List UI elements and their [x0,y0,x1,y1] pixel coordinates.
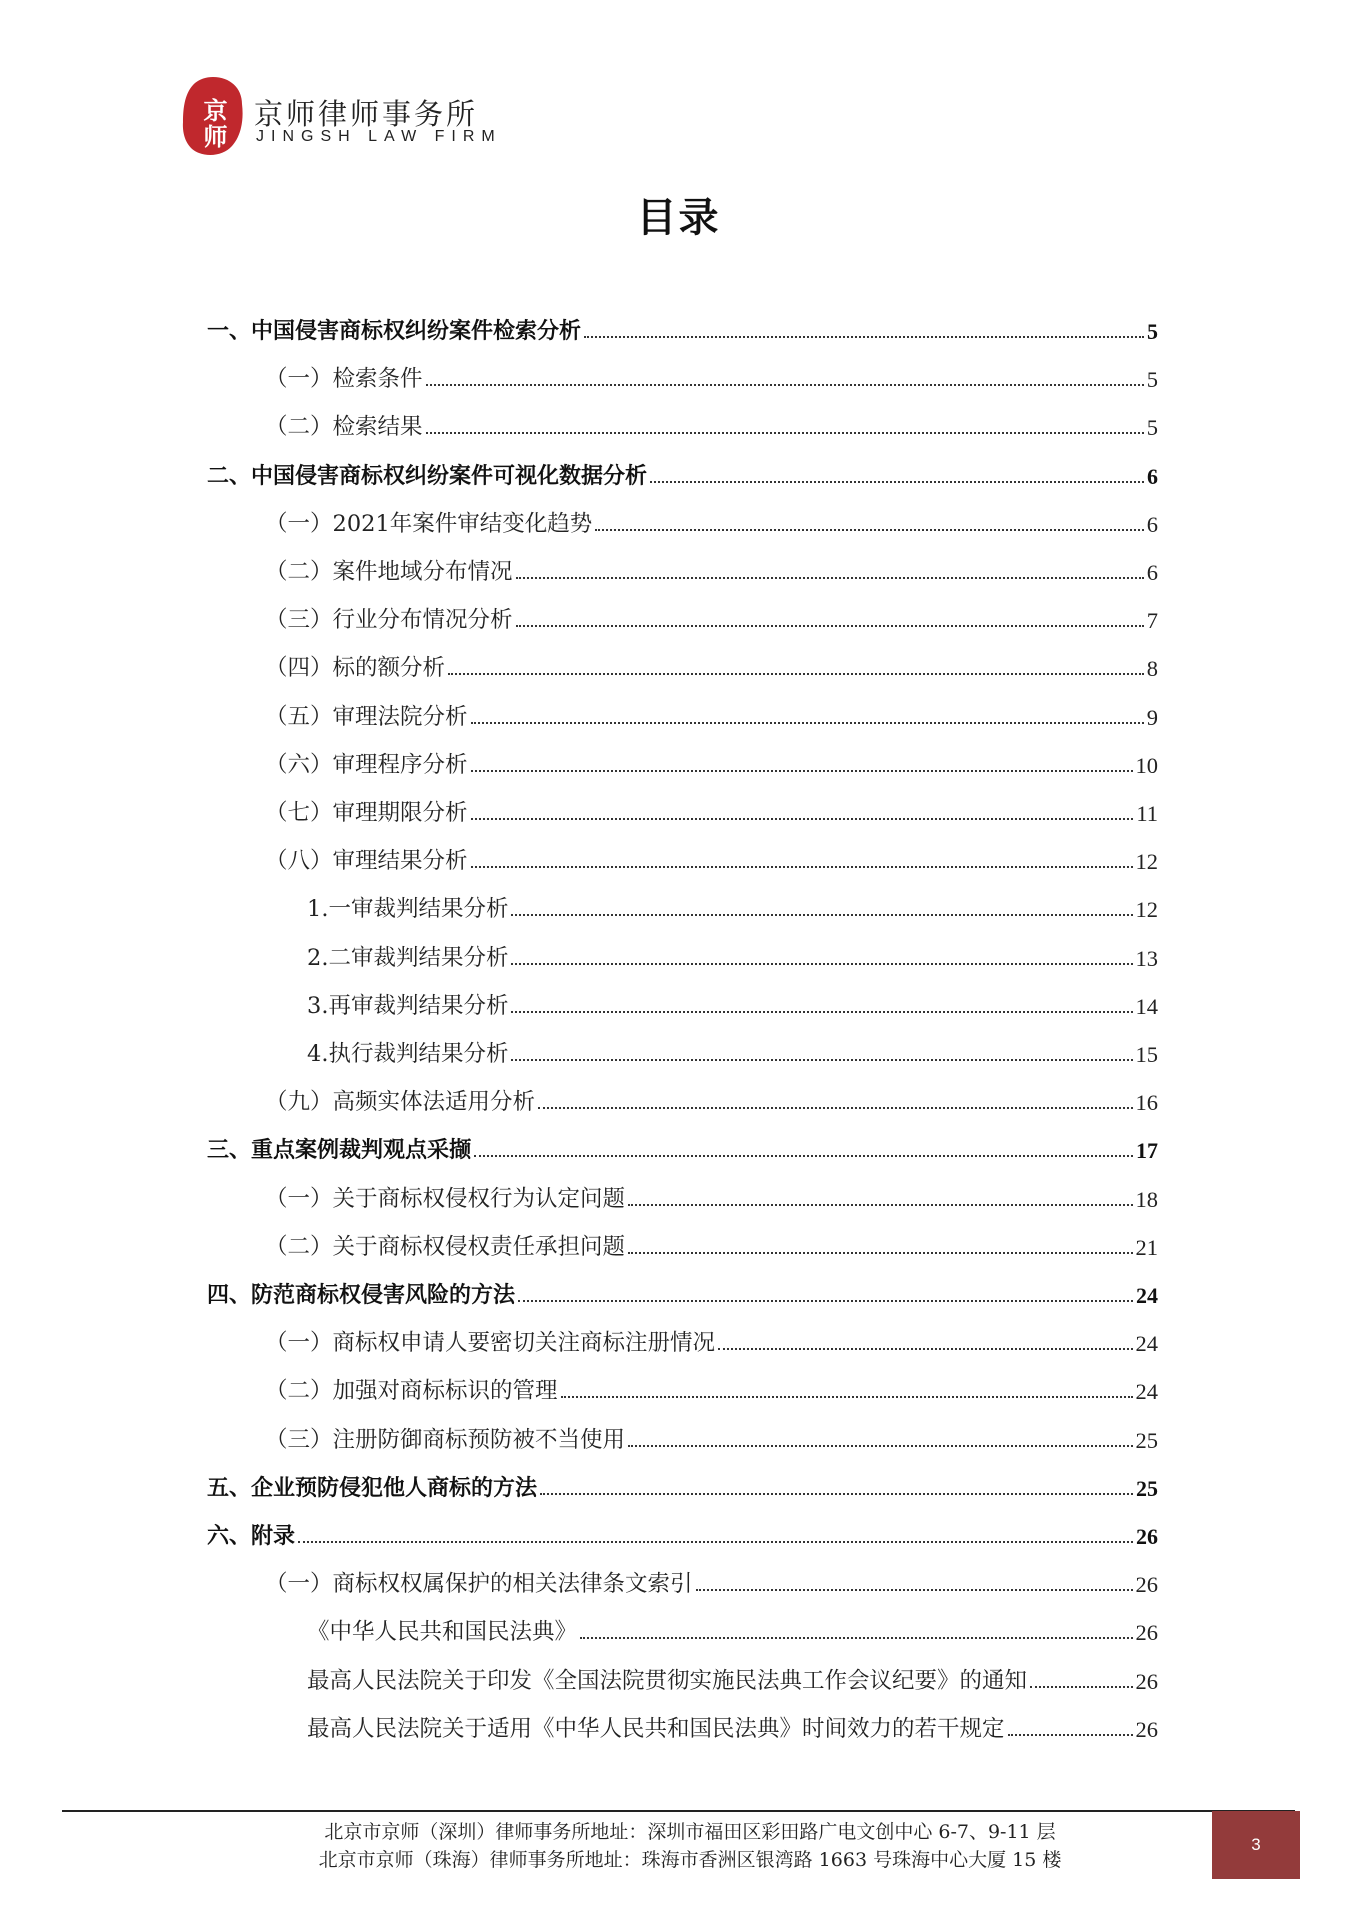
toc-entry[interactable] [265,1317,1158,1357]
toc-entry-title: （二）检索结果 [265,414,423,441]
toc-entry-title: （七）审理期限分析 [265,800,468,826]
toc-entry[interactable] [207,305,1158,345]
toc-dot-leader [471,722,1144,724]
toc-entry[interactable] [207,1269,1158,1309]
toc-dot-leader [511,1011,1132,1013]
toc-entry-page: 16 [1135,1090,1158,1116]
toc-entry-title: （三）注册防御商标预防被不当使用 [265,1426,626,1453]
toc-dot-leader [628,1204,1132,1206]
page-number-badge [1212,1811,1300,1879]
toc-entry-page: 18 [1135,1186,1158,1212]
toc-dot-leader [580,1637,1132,1639]
toc-dot-leader [471,866,1133,868]
toc-entry[interactable] [265,1365,1158,1405]
toc-entry[interactable] [207,450,1158,490]
toc-entry-title: （六）审理程序分析 [265,751,468,778]
toc-entry[interactable] [265,1558,1158,1598]
toc-entry-title: 四、防范商标权侵害风险的方法 [207,1283,516,1308]
toc-entry-page: 8 [1146,656,1158,682]
toc-entry[interactable] [265,691,1158,731]
toc-dot-leader [448,673,1144,675]
toc-entry[interactable] [307,932,1158,972]
toc-entry-title: （一）商标权申请人要密切关注商标注册情况 [265,1330,716,1357]
toc-entry-page: 14 [1135,993,1158,1019]
footer-address-shenzhen: 北京市京师（深圳）律师事务所地址：深圳市福田区彩田路广电文创中心 6-7、9-11 层 [324,1821,1056,1843]
toc-entry[interactable] [265,1173,1158,1213]
toc-dot-leader [298,1541,1133,1543]
toc-entry-title: 最高人民法院关于印发《全国法院贯彻实施民法典工作会议纪要》的通知 [307,1667,1028,1694]
toc-dot-leader [511,914,1132,916]
toc-entry-page: 26 [1135,1716,1158,1742]
seal-lettering: 京师 [199,98,227,150]
toc-dot-leader [474,1155,1133,1157]
toc-entry-page: 17 [1136,1138,1158,1164]
toc-dot-leader [1030,1686,1132,1688]
toc-entry-title: 五、企业预防侵犯他人商标的方法 [207,1475,538,1501]
toc-entry-page: 6 [1146,560,1158,585]
toc-entry[interactable] [265,594,1158,634]
toc-dot-leader [426,384,1144,386]
toc-entry-page: 15 [1135,1042,1158,1067]
toc-entry[interactable] [265,353,1158,393]
toc-entry-title: （四）标的额分析 [265,655,446,682]
footer-address-block [240,1818,1140,1874]
toc-entry-page: 6 [1146,511,1158,537]
toc-dot-leader [540,1493,1133,1495]
toc-entry-page: 21 [1135,1234,1158,1260]
toc-entry[interactable] [265,787,1158,827]
toc-dot-leader [595,529,1143,531]
firm-name-chinese: 京师律师事务所 [254,97,479,131]
toc-entry[interactable] [265,1221,1158,1261]
toc-entry-page: 26 [1135,1572,1158,1598]
toc-dot-leader [718,1348,1132,1350]
toc-dot-leader [471,818,1134,820]
toc-dot-leader [561,1396,1133,1398]
toc-dot-leader [516,577,1144,579]
toc-entry-title: （二）加强对商标标识的管理 [265,1378,558,1405]
toc-entry-page: 5 [1146,367,1158,393]
toc-entry[interactable] [265,498,1158,538]
toc-entry-page: 26 [1136,1524,1158,1549]
toc-entry-title: 1.一审裁判结果分析 [307,896,509,923]
toc-entry[interactable] [265,401,1158,441]
toc-entry-title: 三、重点案例裁判观点采撷 [207,1138,472,1164]
toc-entry[interactable] [265,642,1158,682]
toc-entry-title: （二）关于商标权侵权责任承担问题 [265,1233,626,1260]
toc-dot-leader [426,432,1144,434]
toc-entry[interactable] [307,1703,1158,1743]
toc-entry[interactable] [307,1028,1158,1068]
toc-entry-page: 5 [1147,319,1158,344]
toc-entry[interactable] [265,739,1158,779]
toc-entry-page: 24 [1135,1379,1158,1405]
toc-entry-page: 12 [1135,849,1158,875]
toc-entry-title: （八）审理结果分析 [265,848,468,875]
toc-entry[interactable] [265,546,1158,586]
toc-entry-title: 《中华人民共和国民法典》 [307,1619,578,1646]
toc-entry-page: 6 [1147,463,1158,489]
toc-entry-title: （五）审理法院分析 [265,703,468,730]
footer-address-zhuhai: 北京市京师（珠海）律师事务所地址：珠海市香洲区银湾路 1663 号珠海中心大厦 15 楼 [318,1849,1062,1871]
toc-entry[interactable] [265,1076,1158,1116]
toc-dot-leader [584,336,1144,338]
toc-entry[interactable] [207,1462,1158,1502]
page-title: 目录 [636,195,721,241]
toc-dot-leader [628,1445,1132,1447]
toc-dot-leader [516,625,1144,627]
toc-dot-leader [471,770,1133,772]
toc-entry-title: （三）行业分布情况分析 [265,607,513,634]
toc-entry[interactable] [307,1655,1158,1695]
toc-entry[interactable] [265,1414,1158,1454]
firm-name-english: JINGSH LAW FIRM [256,128,502,145]
toc-entry-page: 24 [1135,1331,1158,1357]
toc-entry-page: 9 [1146,704,1158,730]
toc-entry[interactable] [307,980,1158,1020]
toc-dot-leader [650,481,1144,483]
toc-entry-page: 26 [1135,1668,1158,1694]
toc-entry-page: 25 [1135,1427,1158,1453]
toc-entry-title: 3.再审裁判结果分析 [307,992,509,1019]
toc-entry-title: 4.执行裁判结果分析 [307,1041,509,1067]
toc-entry-title: （一）商标权权属保护的相关法律条文索引 [265,1571,693,1598]
toc-entry-title: （九）高频实体法适用分析 [265,1089,536,1116]
toc-dot-leader [1008,1734,1133,1736]
toc-dot-leader [511,1059,1132,1061]
toc-dot-leader [628,1252,1132,1254]
toc-entry-title: 六、附录 [207,1524,296,1549]
toc-entry-page: 5 [1146,415,1158,441]
toc-entry-page: 12 [1135,897,1158,923]
toc-dot-leader [696,1589,1133,1591]
page-number: 3 [1251,1835,1261,1854]
toc-entry[interactable] [207,1124,1158,1164]
toc-entry[interactable] [207,1510,1158,1550]
toc-entry-page: 11 [1136,801,1158,826]
toc-entry-title: （一）2021年案件审结变化趋势 [265,510,593,537]
toc-entry[interactable] [265,835,1158,875]
toc-entry-page: 7 [1146,608,1158,634]
toc-entry-title: 二、中国侵害商标权纠纷案件可视化数据分析 [207,463,648,489]
toc-entry-title: （一）检索条件 [265,366,423,393]
firm-seal-logo [178,74,248,158]
firm-header [178,70,538,160]
toc-entry-title: 最高人民法院关于适用《中华人民共和国民法典》时间效力的若干规定 [307,1715,1005,1742]
toc-dot-leader [538,1107,1132,1109]
toc-entry-page: 25 [1136,1475,1158,1501]
footer-divider [62,1810,1295,1812]
toc-entry-title: （一）关于商标权侵权行为认定问题 [265,1185,626,1212]
toc-entry-title: 2.二审裁判结果分析 [307,944,509,971]
toc-entry-title: （二）案件地域分布情况 [265,559,513,585]
toc-entry-page: 24 [1136,1283,1158,1308]
toc-entry-page: 26 [1135,1620,1158,1646]
toc-entry[interactable] [307,883,1158,923]
toc-entry-title: 一、中国侵害商标权纠纷案件检索分析 [207,319,582,344]
toc-dot-leader [511,963,1132,965]
toc-entry[interactable] [307,1606,1158,1646]
toc-entry-page: 13 [1135,945,1158,971]
toc-dot-leader [518,1300,1133,1302]
toc-entry-page: 10 [1135,752,1158,778]
